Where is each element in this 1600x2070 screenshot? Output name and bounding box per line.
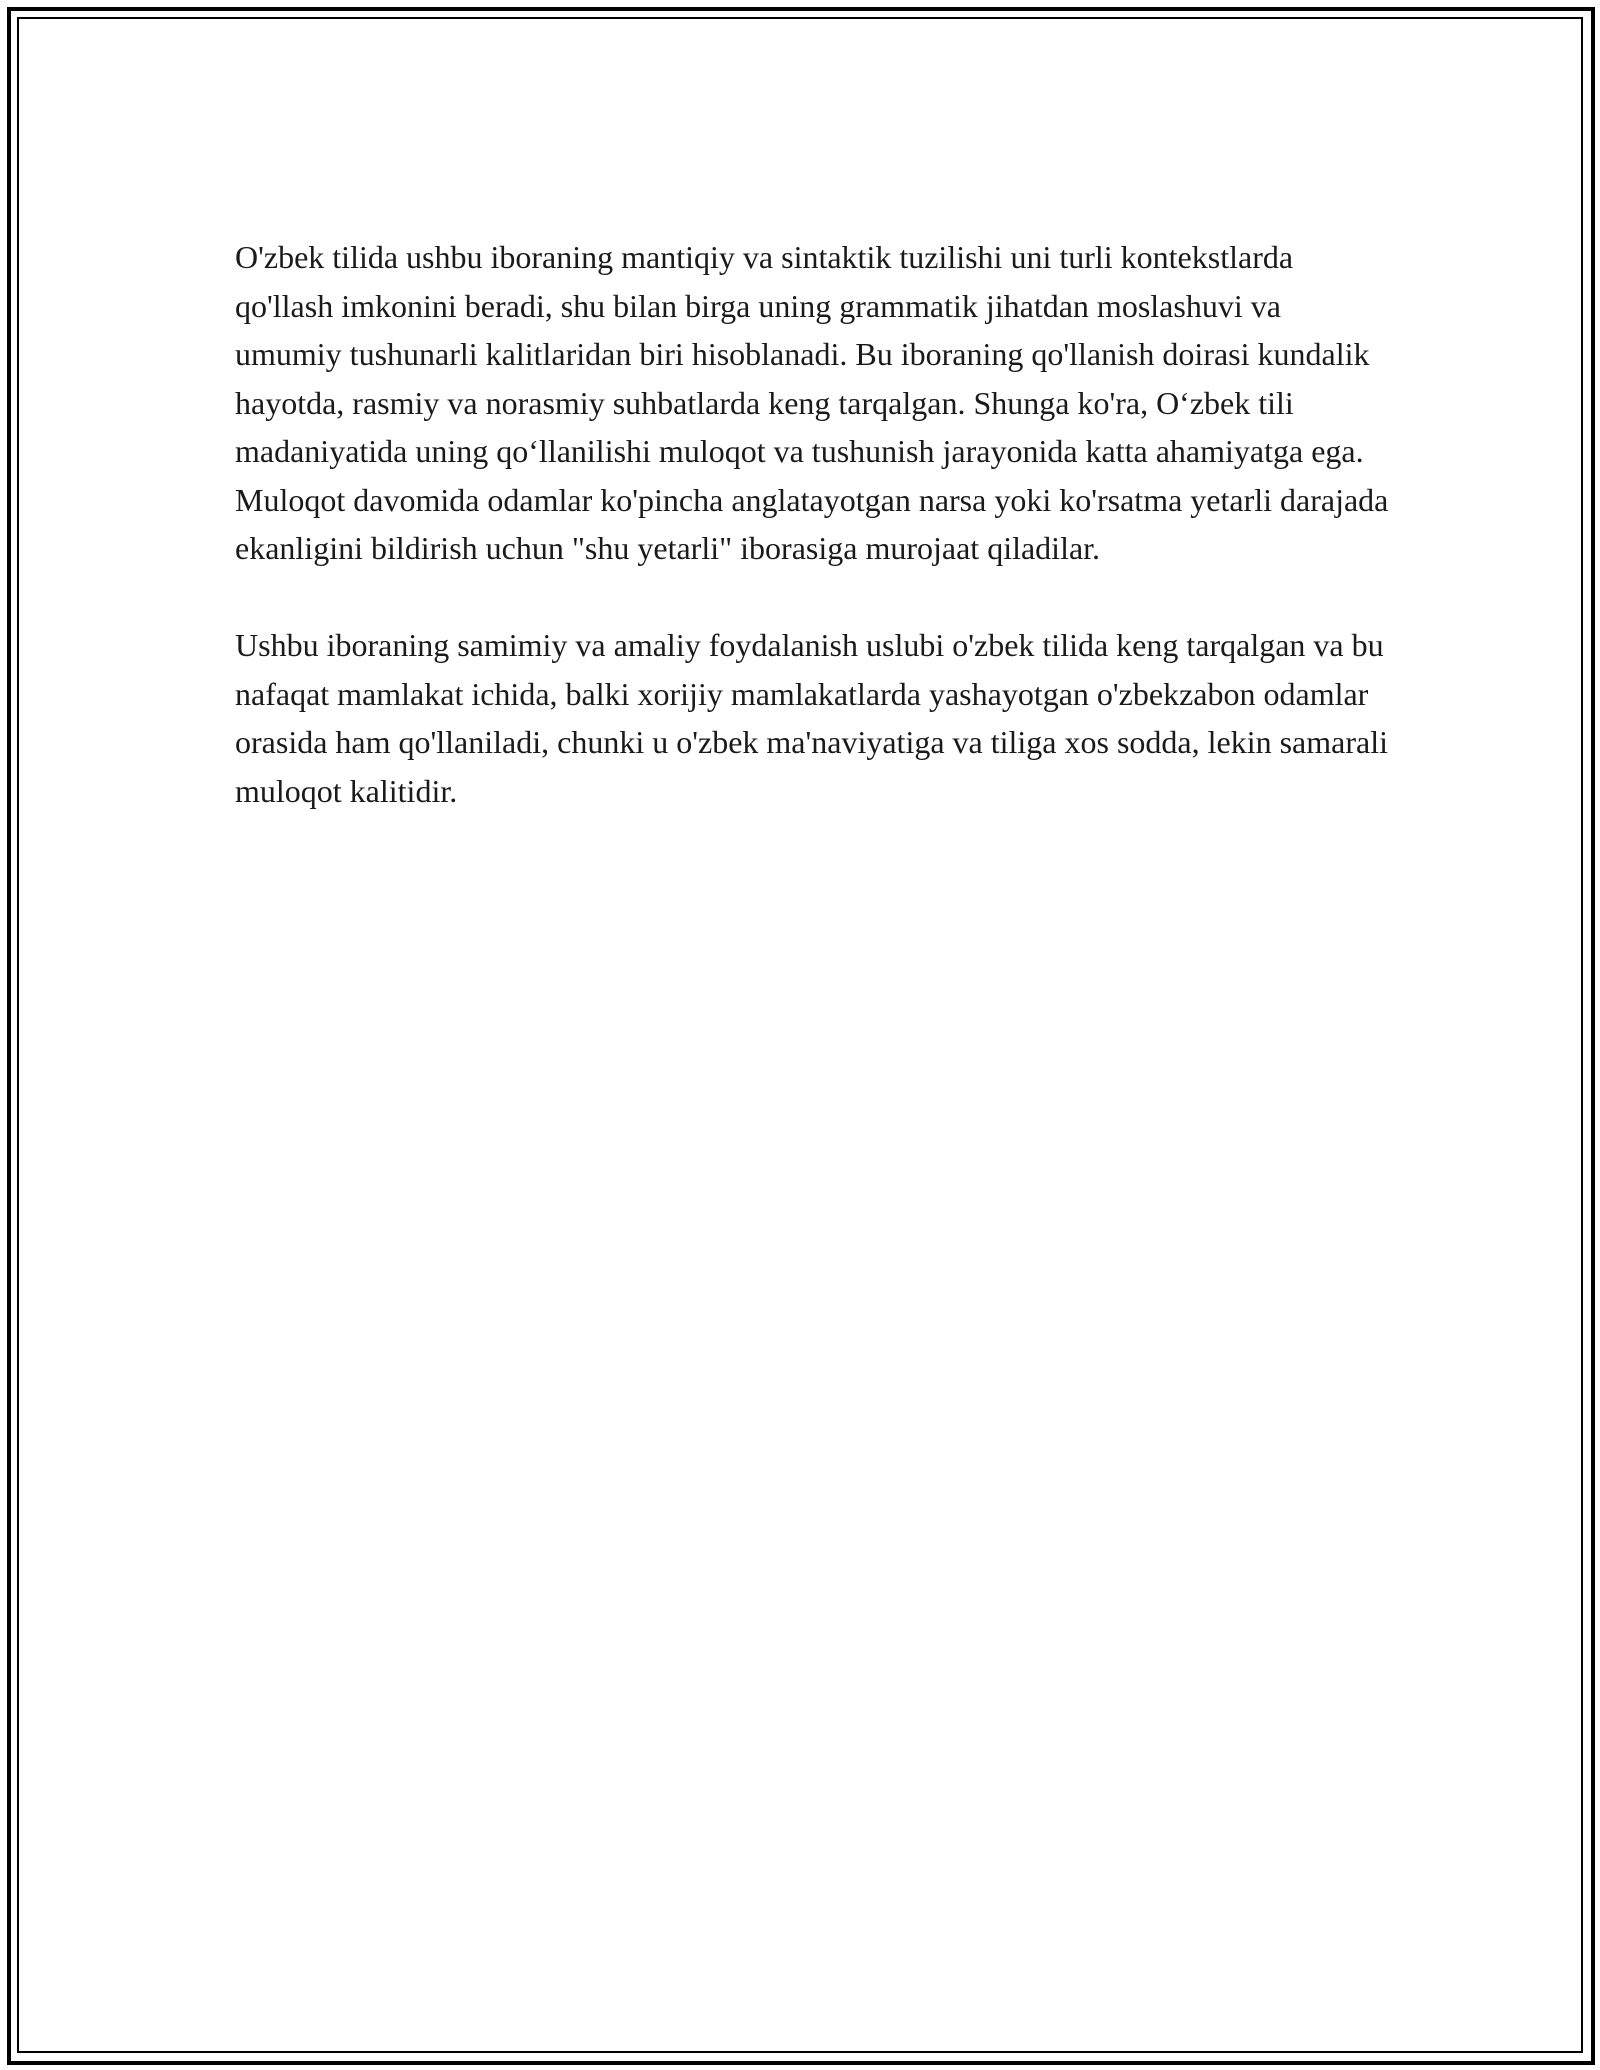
- paragraph-1: O'zbek tilida ushbu iboraning mantiqiy va sintaktik tuzilishi uni turli kontekstlarda qo'llash imkonini beradi, shu bilan birga uning grammatik jihatdan moslashuvi va umumiy tushunarli kalitlaridan biri hisoblanadi. Bu iboraning qo'llanish doirasi kundalik hayotda, rasmiy va norasmiy suhbatlarda keng tarqalgan. Shunga ko'ra, O‘zbek tili madaniyatida uning qo‘llanilishi muloqot va tushunish jarayonida katta ahamiyatga ega. Muloqot davomida odamlar ko'pincha anglatayotgan narsa yoki ko'rsatma yetarli darajada ekanligini bildirish uchun "shu yetarli" iborasiga murojaat qiladilar.: [235, 239, 1389, 566]
- document-body: [235, 233, 1395, 815]
- paragraph-2: Ushbu iboraning samimiy va amaliy foydalanish uslubi o'zbek tilida keng tarqalgan va bu nafaqat mamlakat ichida, balki xorijiy mamlakatlarda yashayotgan o'zbekzabon odamlar orasida ham qo'llaniladi, chunki u o'zbek ma'naviyatiga va tiliga xos sodda, lekin samarali muloqot kalitidir.: [235, 627, 1388, 809]
